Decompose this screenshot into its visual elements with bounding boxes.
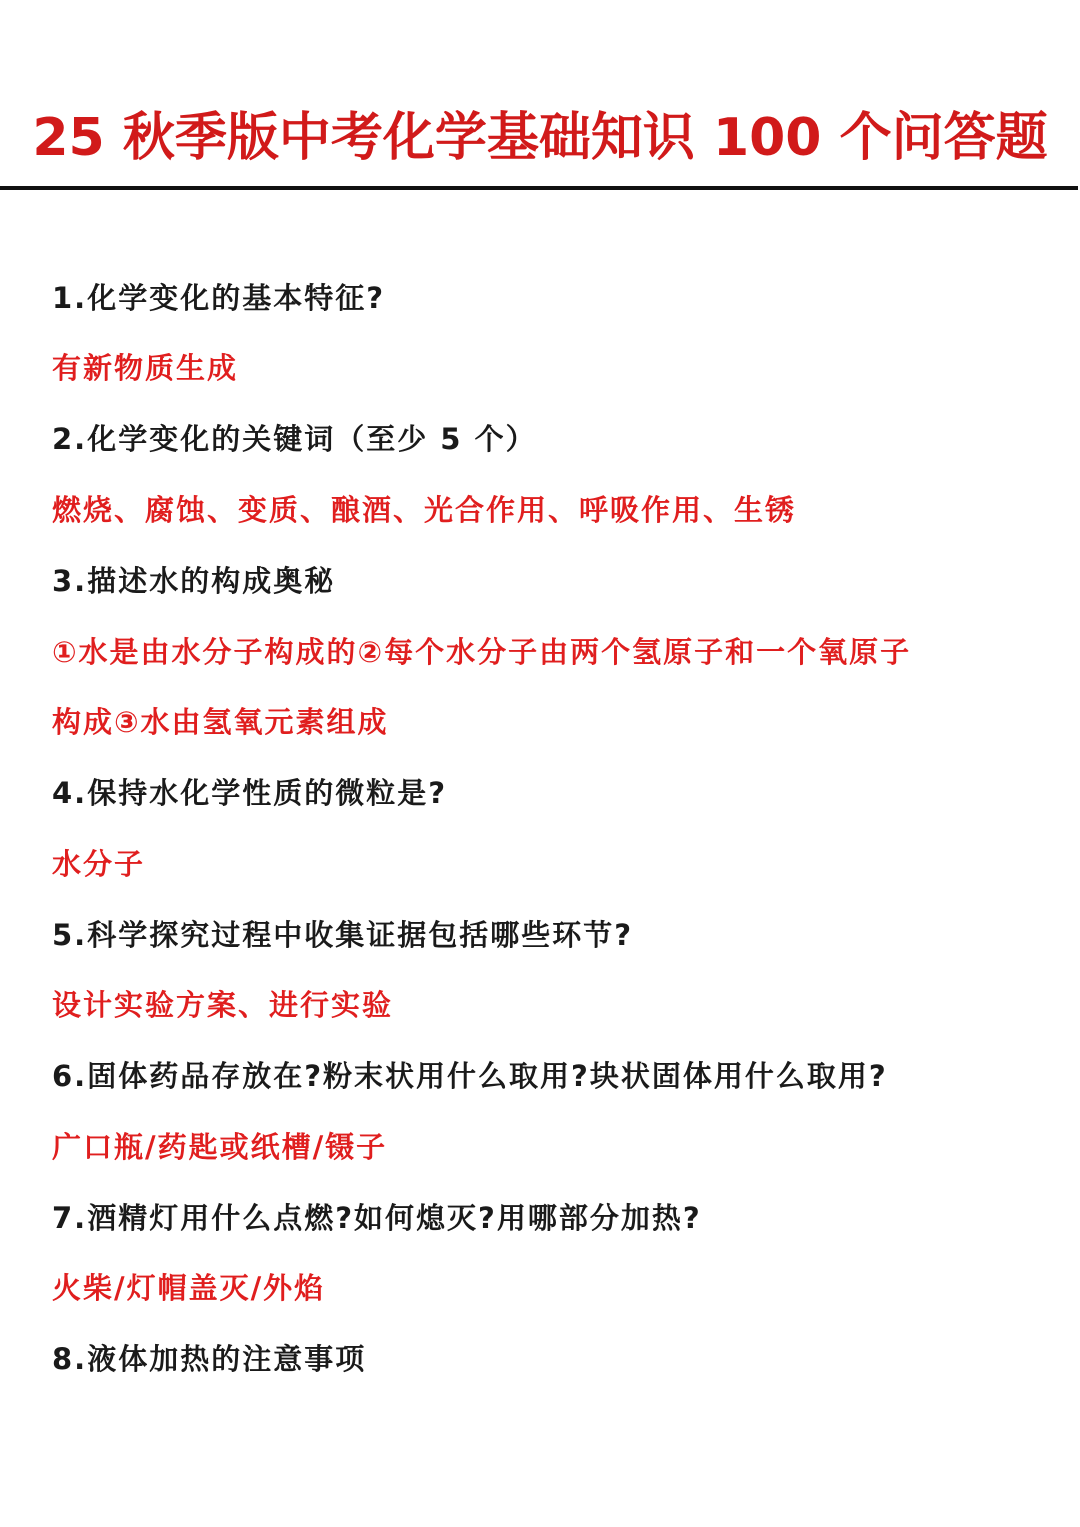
- title-divider: [0, 186, 1078, 190]
- answer-3-line-1: ①水是由水分子构成的②每个水分子由两个氢原子和一个氧原子: [52, 635, 912, 669]
- answer-4: 水分子: [52, 847, 146, 881]
- answer-6: 广口瓶/药匙或纸槽/镊子: [52, 1130, 388, 1164]
- question-5: 5.科学探究过程中收集证据包括哪些环节?: [52, 918, 634, 952]
- question-6: 6.固体药品存放在?粉末状用什么取用?块状固体用什么取用?: [52, 1059, 888, 1093]
- question-3: 3.描述水的构成奥秘: [52, 564, 336, 598]
- question-2: 2.化学变化的关键词（至少 5 个）: [52, 422, 537, 456]
- answer-7: 火柴/灯帽盖灭/外焰: [52, 1271, 326, 1305]
- question-4: 4.保持水化学性质的微粒是?: [52, 776, 448, 810]
- question-7: 7.酒精灯用什么点燃?如何熄灭?用哪部分加热?: [52, 1201, 702, 1235]
- page-title: 25 秋季版中考化学基础知识 100 个问答题: [32, 108, 1048, 168]
- answer-5: 设计实验方案、进行实验: [52, 988, 394, 1022]
- answer-3-line-2: 构成③水由氢氧元素组成: [52, 705, 389, 739]
- question-1: 1.化学变化的基本特征?: [52, 281, 386, 315]
- question-8: 8.液体加热的注意事项: [52, 1342, 367, 1376]
- answer-1: 有新物质生成: [52, 351, 239, 385]
- answer-2: 燃烧、腐蚀、变质、酿酒、光合作用、呼吸作用、生锈: [52, 493, 797, 527]
